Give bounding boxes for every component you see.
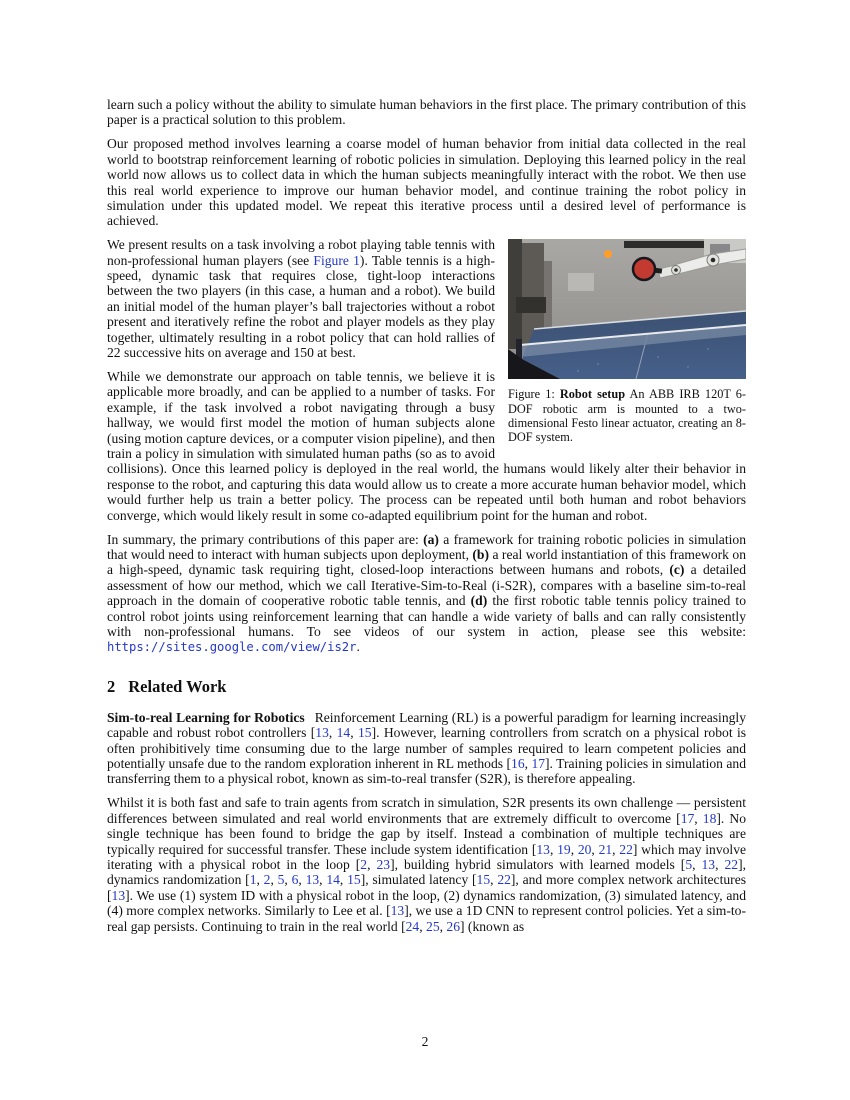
text-span: We present results on a task involving a robot playing table tennis with non-professional human players (see xyxy=(107,237,495,268)
paragraph-run-in-head: Sim-to-real Learning for Robotics xyxy=(107,709,305,725)
text-span: , xyxy=(270,872,278,888)
text-span: . xyxy=(356,639,360,655)
page-content xyxy=(107,97,746,943)
paragraph-5 xyxy=(107,532,746,656)
url-link[interactable]: https://sites.google.com/view/is2r xyxy=(107,640,357,655)
citation-link[interactable]: 13 xyxy=(111,887,126,903)
section-title: Related Work xyxy=(128,676,227,696)
citation-link[interactable]: 25 xyxy=(426,918,440,934)
text-span: , xyxy=(319,872,327,888)
bold-text: (c) xyxy=(669,562,685,578)
text-span: While we demonstrate our approach on table tennis, we believe it is applicable more broadly, and can be applied to a number of tasks. For example, if the task involved a robot navigating through a busy hallway, we would first model the motion of human subjects alone (using motion capture devices, or a computer vision pipeline), and then train a policy in simulation with simulated human paths (so as to avoid collisions). Once this learned policy is deployed in the real world, the humans would likely alter their behavior in response to the robot, and capturing this data would allow us to create a more accurate human behavior model, which would further help us train a better policy. The process can be repeated until both human and robot behaviors converge, which would likely result in some co-adapted equilibrium point for the human and robot. xyxy=(107,369,746,523)
paragraph-6 xyxy=(107,710,746,787)
table-tennis-ball xyxy=(604,250,612,258)
citation-link[interactable]: 22 xyxy=(497,872,511,888)
text-span: Figure 1: xyxy=(508,387,560,402)
citation-link[interactable]: 15 xyxy=(476,872,491,888)
text-span: , xyxy=(490,872,498,888)
text-span: ]. We use (1) system ID with a physical robot in the loop, (2) dynamics randomization, (3) simulated latency, and (4) more complex networks. Similarly to Lee et al. [ xyxy=(107,887,746,919)
text-span: , xyxy=(298,872,306,888)
robot-table-tennis-photo xyxy=(508,239,746,379)
text-span: , xyxy=(694,810,703,826)
text-span: ]. Training policies in simulation and transferring them to a physical robot, known as sim-to-real transfer (S2R), is therefore appealing. xyxy=(107,756,747,787)
citation-link[interactable]: 13 xyxy=(315,725,329,741)
figure-1 xyxy=(508,239,746,445)
text-span: , xyxy=(715,856,725,872)
citation-link[interactable]: 13 xyxy=(701,856,716,872)
text-span: ] which may involve iterating with a physical robot in the loop [ xyxy=(107,841,747,872)
text-span: , xyxy=(350,725,358,741)
citation-link[interactable]: 15 xyxy=(347,872,361,888)
figure-reference-link[interactable]: Figure 1 xyxy=(313,252,360,268)
citation-link[interactable]: 1 xyxy=(249,872,257,888)
text-span: In summary, the primary contributions of this paper are: xyxy=(107,531,424,547)
text-span: , xyxy=(256,872,264,888)
text-span: Reinforcement Learning (RL) is a powerful paradigm for learning increasingly capable and robust robot controllers [ xyxy=(107,709,746,741)
paragraph-7 xyxy=(107,795,746,934)
paragraph-1 xyxy=(107,97,746,128)
text-span: , xyxy=(328,725,337,741)
citation-link[interactable]: 13 xyxy=(536,841,550,857)
citation-link[interactable]: 19 xyxy=(557,841,571,857)
citation-link[interactable]: 16 xyxy=(511,756,525,772)
text-span: ], and more complex network architectures [ xyxy=(107,872,747,903)
text-span: , xyxy=(419,918,427,934)
section-number: 2 xyxy=(107,676,116,696)
text-span: ). Table tennis is a high-speed, dynamic task that requires close, tight-loop interactions between the two players (in this case, a human and a robot). We build an initial model of the human player’s ball trajectories without a robot present and iteratively refine the robot and player models as they play together, ultimately resulting in a robot policy that can hold rallies of 22 successive hits on average and 150 at best. xyxy=(107,252,495,361)
citation-link[interactable]: 22 xyxy=(619,841,633,857)
citation-link[interactable]: 14 xyxy=(326,872,340,888)
text-span: ], building hybrid simulators with learned models [ xyxy=(390,856,686,872)
text-span: ], dynamics randomization [ xyxy=(107,856,747,888)
bold-text: (a) xyxy=(423,531,439,547)
citation-link[interactable]: 22 xyxy=(724,856,739,872)
bold-text: (d) xyxy=(470,593,488,609)
bold-text: (b) xyxy=(472,546,490,562)
figure-1-caption xyxy=(508,387,746,445)
text-span: , xyxy=(591,841,599,857)
citation-link[interactable]: 13 xyxy=(390,903,405,919)
text-span: a framework for training robotic policies in simulation that would need to interact with human subjects upon deployment, xyxy=(107,531,746,562)
text-span: , xyxy=(524,756,532,772)
text-span: , xyxy=(367,856,377,872)
citation-link[interactable]: 20 xyxy=(577,841,592,857)
citation-link[interactable]: 5 xyxy=(277,872,285,888)
text-span: , xyxy=(284,872,292,888)
text-span: learn such a policy without the ability to simulate human behaviors in the first place. The primary contribution of this paper is a practical solution to this problem. xyxy=(107,97,746,128)
page-number: 2 xyxy=(421,1034,429,1049)
text-span: Our proposed method involves learning a coarse model of human behavior from initial data collected in the real world to bootstrap reinforcement learning of robotic policies in simulation. Deploying this learned policy in the real world now allows us to collect data in which the human subjects meaningfully interact with the robot. We then use this real world experience to improve our human behavior model, and continue training the robot policy in simulation under this updated model. We repeat this iterative process until a desired level of performance is achieved. xyxy=(107,136,746,229)
citation-link[interactable]: 24 xyxy=(405,918,420,934)
citation-link[interactable]: 15 xyxy=(357,725,372,741)
text-span: ]. However, learning controllers from scratch on a physical robot is often prohibitively time consuming due to the large number of samples required to learn competent policies and potentially unsafe due to the random exploration inherent in RL methods [ xyxy=(107,725,747,772)
paragraph-2 xyxy=(107,136,746,228)
text-span: , xyxy=(612,841,620,857)
citation-link[interactable]: 5 xyxy=(685,856,693,872)
text-span: , xyxy=(339,872,348,888)
text-span: a real world instantiation of this framework on a high-speed, dynamic task requiring tight, closed-loop interactions between humans and robots, xyxy=(107,546,746,578)
text-span: ], we use a 1D CNN to represent control policies. Yet a sim-to-real gap persists. Continuing to train in the real world [ xyxy=(107,903,746,934)
citation-link[interactable]: 21 xyxy=(598,841,613,857)
citation-link[interactable]: 2 xyxy=(360,856,368,872)
text-span: , xyxy=(570,841,578,857)
text-span: , xyxy=(692,856,702,872)
text-span: ]. No single technique has been found to bridge the gap by itself. Instead a combination of multiple techniques are typically required for successful transfer. These include system identification [ xyxy=(107,810,747,857)
citation-link[interactable]: 23 xyxy=(376,856,391,872)
citation-link[interactable]: 2 xyxy=(263,872,271,888)
citation-link[interactable]: 26 xyxy=(446,918,460,934)
citation-link[interactable]: 13 xyxy=(305,872,320,888)
text-span: , xyxy=(549,841,558,857)
citation-link[interactable]: 6 xyxy=(291,872,299,888)
citation-link[interactable]: 18 xyxy=(702,810,717,826)
text-span: a detailed assessment of how our method, which we call Iterative-Sim-to-Real (i-S2R), compares with a baseline sim-to-real approach in the domain of cooperative robotic table tennis, and xyxy=(107,562,746,609)
section-heading-related-work xyxy=(107,677,746,697)
text-span: the first robotic table tennis policy trained to control robot joints using reinforcement learning that can handle a wide variety of balls and can rally consistently with non-professional humans. To see videos of our system in action, please see this website: xyxy=(107,593,746,639)
text-span: Whilst it is both fast and safe to train agents from scratch in simulation, S2R presents its own challenge — persistent differences between simulated and real world environments that are extremely difficult to overcome [ xyxy=(107,795,746,826)
citation-link[interactable]: 17 xyxy=(531,756,546,772)
figure-1-image xyxy=(508,239,746,379)
citation-link[interactable]: 14 xyxy=(336,725,351,741)
text-span: ], simulated latency [ xyxy=(360,872,477,888)
text-span: ] (known as xyxy=(460,918,525,934)
text-span: An ABB IRB 120T 6-DOF robotic arm is mounted to a two-dimensional Festo linear actuator, creating an 8-DOF system. xyxy=(508,387,746,445)
bold-text: Robot setup xyxy=(559,387,626,402)
text-span: , xyxy=(439,918,447,934)
citation-link[interactable]: 17 xyxy=(680,810,695,826)
